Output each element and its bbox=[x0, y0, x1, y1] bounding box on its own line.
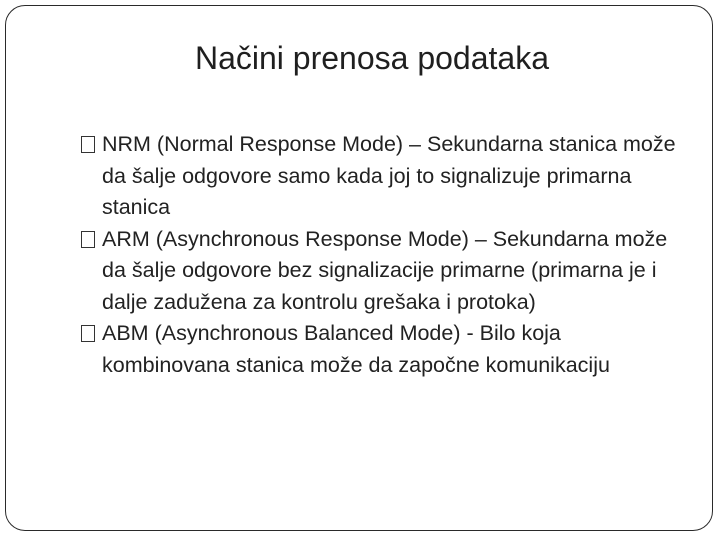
bullet-text: NRM (Normal Response Mode) – Sekundarna stanica može da šalje odgovore samo kada joj to signalizuje primarna stanica bbox=[102, 132, 676, 219]
bullet-list bbox=[80, 129, 690, 381]
empty-box-bullet-icon bbox=[81, 231, 95, 248]
empty-box-bullet-icon bbox=[81, 136, 95, 153]
slide-title: Načini prenosa podataka bbox=[194, 40, 549, 76]
bullet-text: ARM (Asynchronous Response Mode) – Sekundarna može da šalje odgovore bez signalizacije primarne (primarna je i dalje zadužena za kontrolu grešaka i protoka) bbox=[102, 226, 668, 314]
bullet-item-arm bbox=[80, 224, 690, 319]
bullet-text: ABM (Asynchronous Balanced Mode) - Bilo koja kombinovana stanica može da započne komunikaciju bbox=[102, 321, 610, 377]
empty-box-bullet-icon bbox=[81, 325, 95, 342]
bullet-item-abm bbox=[80, 318, 690, 381]
bullet-item-nrm bbox=[80, 129, 690, 224]
